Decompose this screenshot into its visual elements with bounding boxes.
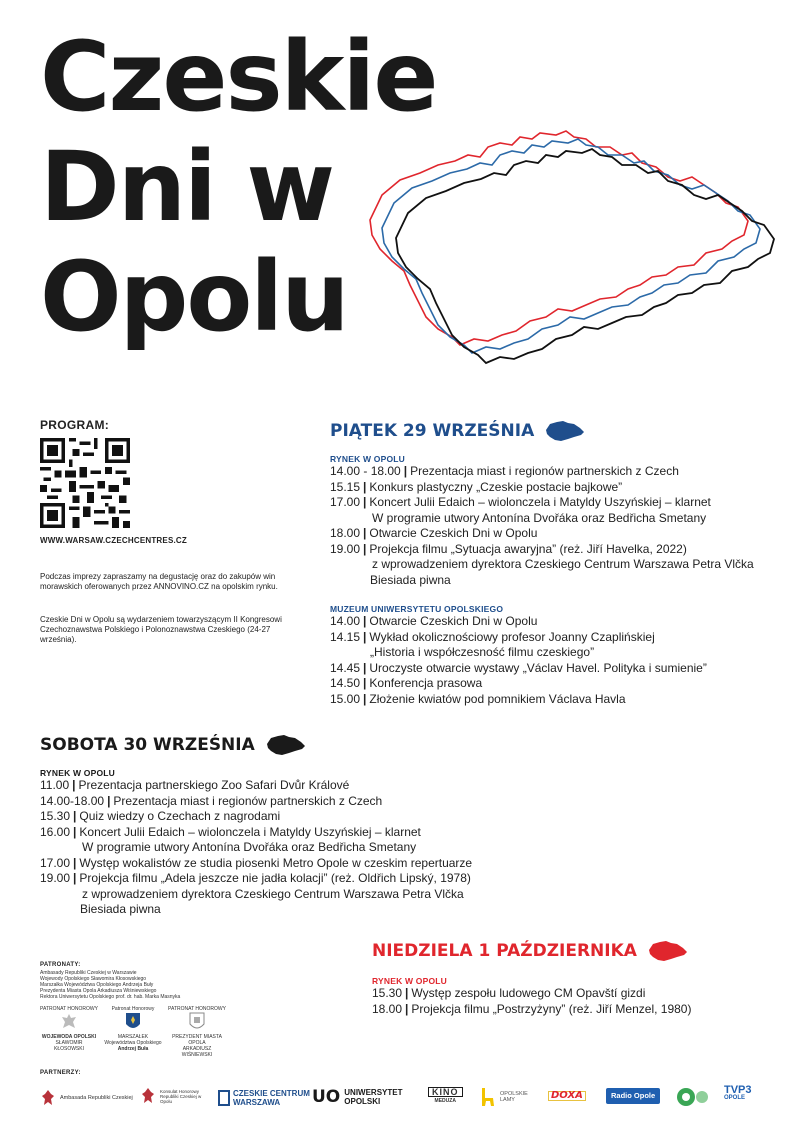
event-detail: z wprowadzeniem dyrektora Czeskiego Centrum Warszawa Petra Vlčka	[372, 557, 754, 571]
sunday-section-rynek	[372, 976, 691, 1017]
event-row: 14.00 | Otwarcie Czeskich Dni w Opolu	[330, 614, 538, 628]
event-detail: z wprowadzeniem dyrektora Czeskiego Centrum Warszawa Petra Vlčka	[82, 886, 464, 901]
university-opole-logo[interactable]: UO UNIWERSYTET OPOLSKI	[312, 1087, 403, 1107]
sunday-heading	[372, 940, 689, 962]
llama-icon	[478, 1086, 498, 1108]
event-detail: Biesiada piwna	[80, 902, 161, 916]
title-line-1: Czeskie	[40, 21, 437, 133]
patron-voivode: PATRONAT HONOROWY WOJEWODA OPOLSKI SŁAWOMIR KŁOSOWSKI	[40, 1006, 98, 1052]
friday-section-muzeum	[330, 604, 707, 707]
event-row: 11.00 | Prezentacja partnerskiego Zoo Safari Dvůr Králové	[40, 778, 350, 792]
sunday-heading-text: NIEDZIELA 1 PAŹDZIERNIKA	[372, 941, 637, 961]
event-detail: „Historia i współczesność filmu czeskiego”	[370, 645, 595, 659]
radio-opole-logo[interactable]: Radio Opole	[606, 1088, 660, 1104]
saturday-heading-text: SOBOTA 30 WRZEŚNIA	[40, 735, 255, 755]
saturday-section-rynek	[40, 768, 472, 918]
event-detail: W programie utwory Antonína Dvořáka oraz Bedřicha Smetany	[82, 840, 417, 854]
patronage-label: PATRONATY:	[40, 962, 81, 968]
event-row: 15.30 | Występ zespołu ludowego CM Opavští gizdi	[372, 986, 646, 1000]
friday-heading-text: PIĄTEK 29 WRZEŚNIA	[330, 421, 535, 441]
patronage-line: Rektora Uniwersytetu Opolskiego prof. dr. hab. Marka Masnyka	[40, 994, 181, 1000]
patron-mayor: PATRONAT HONOROWY PREZYDENT MIASTA OPOLA ARKADIUSZ WIŚNIEWSKI	[168, 1006, 226, 1058]
qr-code[interactable]	[40, 438, 130, 528]
event-detail: W programie utwory Antonína Dvořáka oraz Bedřicha Smetany	[372, 510, 707, 525]
event-row: 14.45 | Uroczyste otwarcie wystawy „Václav Havel. Polityka i sumienie”	[330, 660, 707, 675]
event-row: 18.00 | Otwarcie Czeskich Dni w Opolu	[330, 526, 538, 540]
czech-map-icon	[265, 734, 307, 756]
website-link[interactable]: WWW.WARSAW.CZECHCENTRES.CZ	[40, 536, 187, 545]
venue-label: RYNEK W OPOLU	[40, 768, 116, 778]
czech-lion-icon	[40, 1088, 56, 1108]
patronage-line: Marszałka Województwa Opolskiego Andrzeja Buły	[40, 982, 154, 988]
event-row: 15.30 | Quiz wiedzy o Czechach z nagrodami	[40, 809, 281, 823]
patronage-line: Prezydenta Miasta Opola Arkadiusza Wiśniewskiego	[40, 988, 157, 994]
patron-marshal: Patronat Honorowy MARSZAŁEK Województwa Opolskiego Andrzej Buła	[104, 1006, 162, 1052]
partners-label: PARTNERZY:	[40, 1070, 81, 1076]
tasting-note: Podczas imprezy zapraszamy na degustację oraz do zakupów win morawskich oferowanych przez ANNOVINO.CZ na opolskim rynku.	[40, 572, 278, 591]
event-row: 17.00 | Koncert Julii Edaich – wiolonczela i Matyldy Uszyńskiej – klarnet	[330, 495, 711, 509]
cc-mark-icon	[218, 1090, 230, 1106]
opole-shield-icon	[125, 1012, 141, 1032]
green-partner-logo[interactable]	[676, 1086, 710, 1108]
czech-map-icon	[647, 940, 689, 962]
czech-map-outline	[360, 125, 780, 375]
event-detail: Biesiada piwna	[370, 572, 451, 587]
title-line-3: Opolu	[40, 241, 348, 353]
czech-lion-icon	[140, 1086, 156, 1106]
program-label: PROGRAM:	[40, 418, 110, 432]
event-row: 19.00 | Projekcja filmu „Adela jeszcze nie jadła kolacji” (reż. Oldřich Lipský, 1978)	[40, 871, 471, 885]
event-row: 19.00 | Projekcja filmu „Sytuacja awaryjna” (reż. Jiří Havelka, 2022)	[330, 541, 687, 556]
eagle-emblem-icon	[61, 1012, 77, 1032]
czech-map-icon	[544, 420, 586, 442]
title-line-2: Dni w	[40, 131, 334, 243]
event-row: 14.15 | Wykład okolicznościowy profesor Joanny Czaplińskiej	[330, 629, 655, 644]
consulate-logo[interactable]: Konsulat Honorowy Republiki Czeskiej w Opolu	[140, 1086, 208, 1106]
opolskie-lamy-logo[interactable]: OPOLSKIE LAMY	[478, 1086, 528, 1108]
embassy-logo[interactable]: Ambasada Republiki Czeskiej	[40, 1088, 133, 1108]
saturday-heading	[40, 734, 307, 756]
friday-heading	[330, 420, 586, 442]
doxa-logo[interactable]: DOXA	[548, 1091, 586, 1101]
friday-section-rynek	[330, 454, 754, 588]
czech-centre-logo[interactable]: CZESKIE CENTRUM WARSZAWA	[218, 1089, 310, 1107]
event-row: 17.00 | Występ wokalistów ze studia piosenki Metro Opole w czeskim repertuarze	[40, 855, 473, 870]
tvp3-opole-logo[interactable]: TVP3 OPOLE	[724, 1084, 752, 1101]
event-row: 14.00-18.00 | Prezentacja miast i regionów partnerskich z Czech	[40, 793, 383, 808]
event-row: 15.15 | Konkurs plastyczny „Czeskie postacie bajkowe”	[330, 479, 623, 494]
event-row: 16.00 | Koncert Julii Edaich – wiolonczela i Matyldy Uszyńskiej – klarnet	[40, 824, 421, 839]
venue-label: RYNEK W OPOLU	[330, 454, 406, 464]
event-row: 18.00 | Projekcja filmu „Postrzyżyny” (reż. Jiří Menzel, 1980)	[372, 1001, 692, 1016]
patronage-list	[40, 970, 260, 1000]
event-row: 15.00 | Złożenie kwiatów pod pomnikiem Václava Havla	[330, 691, 626, 706]
green-circle-icon	[676, 1086, 710, 1108]
venue-label: MUZEUM UNIWERSYTETU OPOLSKIEGO	[330, 604, 504, 614]
event-row: 14.00 - 18.00 | Prezentacja miast i regionów partnerskich z Czech	[330, 464, 679, 478]
congress-note: Czeskie Dni w Opolu są wydarzeniem towarzyszącym II Kongresowi Czechoznawstwa Polskiego i Polonoznawstwa Czeskiego (24-27 września).	[40, 615, 282, 644]
patronage-line: Ambasady Republiki Czeskiej w Warszawie	[40, 970, 137, 976]
kino-meduza-logo[interactable]: KINO MEDUZA	[428, 1087, 463, 1105]
venue-label: RYNEK W OPOLU	[372, 976, 448, 986]
city-crest-icon	[189, 1012, 205, 1032]
patronage-line: Wojewody Opolskiego Sławomira Kłosowskiego	[40, 976, 147, 982]
event-row: 14.50 | Konferencja prasowa	[330, 676, 483, 690]
